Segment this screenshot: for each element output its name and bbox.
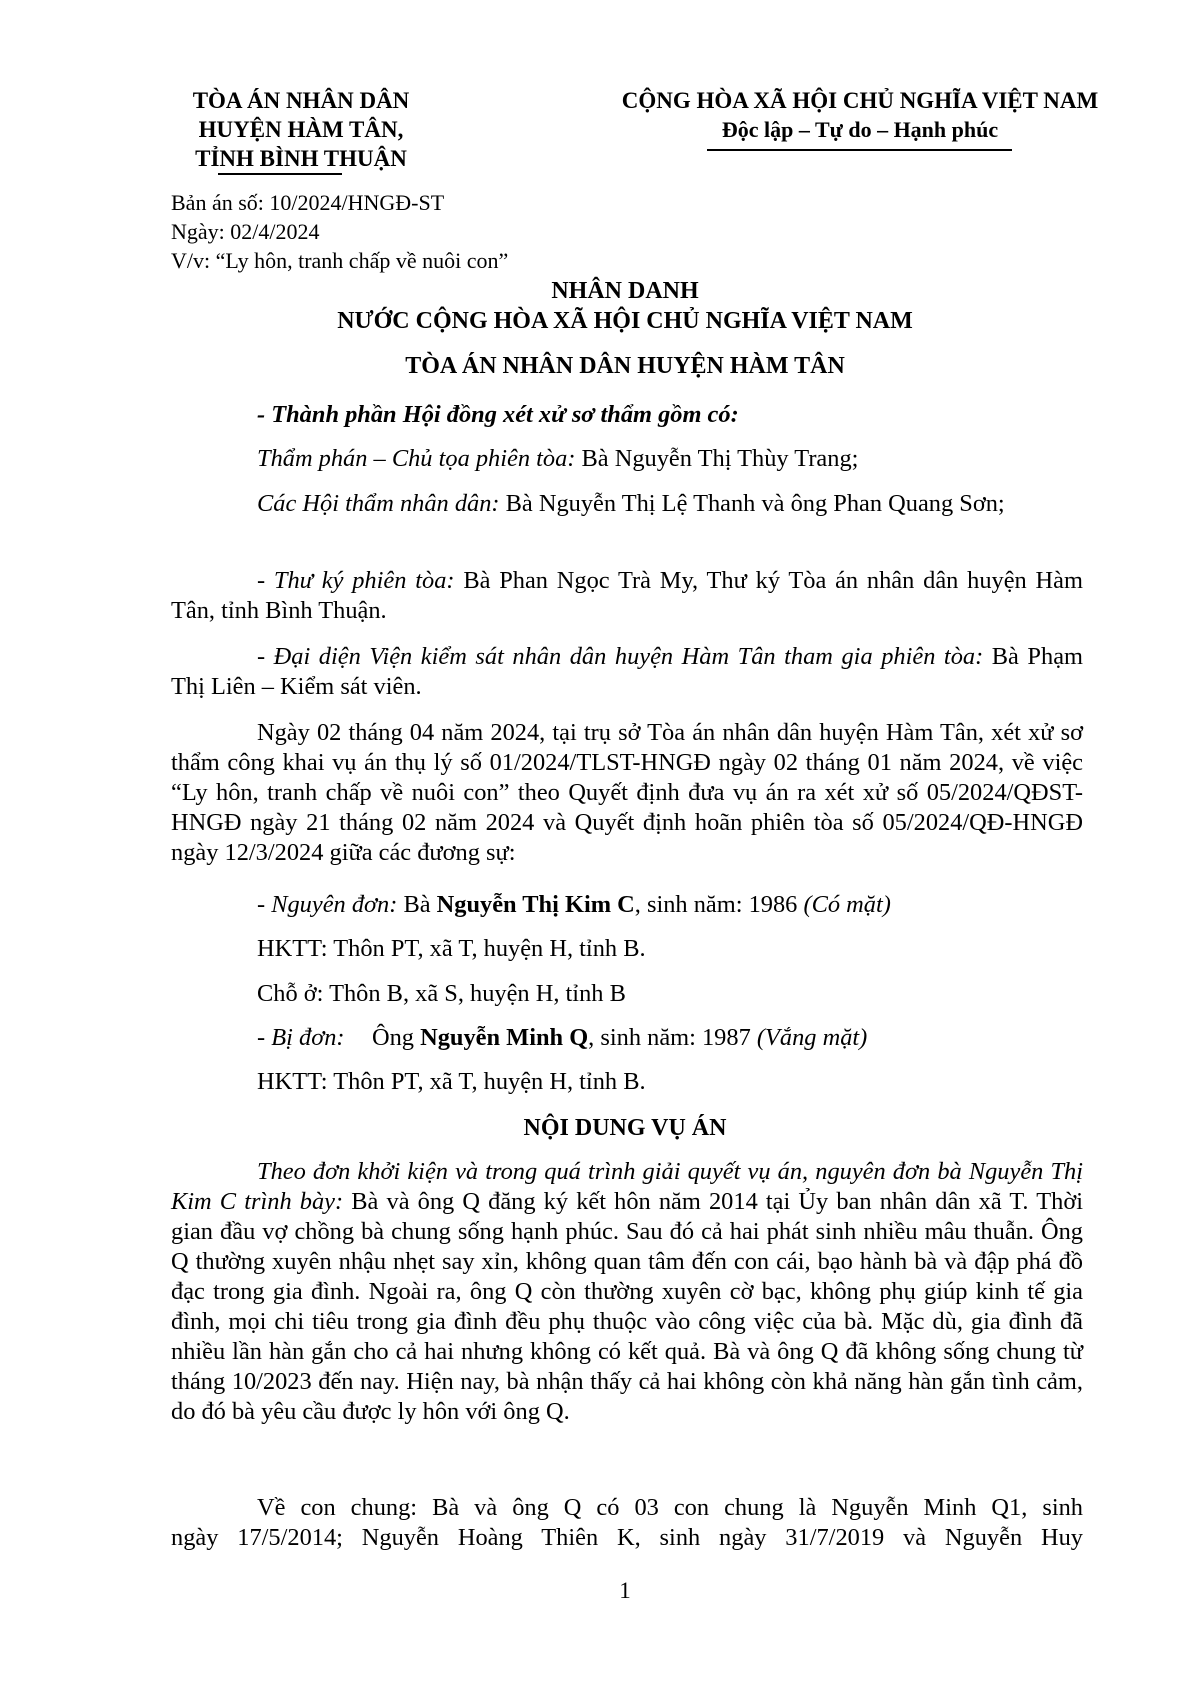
content-para1: Bà và ông Q đăng ký kết hôn năm 2014 tại Ủy ban nhân dân xã T. Thời gian đầu vợ chồng bà chung sống hạnh phúc. Sau đó cả hai phát sinh nhiều mâu thuẫn. Ông Q thường xuyên nhậu nhẹt say xỉn, không quan tâm đến con cái, bạo hành bà và đập phá đồ đạc trong gia đình. Ngoài ra, ông Q còn thường xuyên cờ bạc, không phụ giúp kinh tế gia đình, mọi chi tiêu trong gia đình đều phụ thuộc vào công việc của bà. Mặc dù, gia đình đã nhiều lần hàn gắn cho cả hai nhưng không có kết quả. Bà và ông Q đã không sống chung từ tháng 10/2023 đến nay. Hiện nay, bà nhận thấy cả hai không còn khả năng hàn gắn tình cảm, do đó bà yêu cầu được ly hôn với ông Q. <box>171 1188 1083 1425</box>
page-number: 1 <box>619 1578 631 1603</box>
case-subject: V/v: “Ly hôn, tranh chấp về nuôi con” <box>171 248 509 273</box>
title-line-1: NHÂN DANH <box>551 278 699 304</box>
court-name-block <box>171 86 431 173</box>
content-heading: NỘI DUNG VỤ ÁN <box>523 1115 727 1141</box>
clerk-dash: - <box>257 567 274 594</box>
title-line-3: TÒA ÁN NHÂN DÂN HUYỆN HÀM TÂN <box>405 353 845 379</box>
panel-heading: - Thành phần Hội đồng xét xử sơ thẩm gồm có: <box>257 401 739 428</box>
case-info <box>171 188 508 275</box>
country-name: CỘNG HÒA XÃ HỘI CHỦ NGHĨA VIỆT NAM <box>621 88 1099 113</box>
judge-label: Thẩm phán – Chủ tọa phiên tòa: <box>257 445 576 472</box>
plaintiff-residence: Chỗ ở: Thôn B, xã S, huyện H, tỉnh B <box>257 980 626 1007</box>
case-number: Bản án số: 10/2024/HNGĐ-ST <box>171 190 445 215</box>
clerk-paragraph <box>171 566 1083 626</box>
plaintiff-line <box>257 890 891 920</box>
defendant-label: - Bị đơn: <box>257 1024 345 1051</box>
court-district-line: HUYỆN HÀM TÂN, <box>198 117 404 142</box>
defendant-name: Nguyễn Minh Q <box>420 1024 589 1051</box>
content-paragraph-2-line-1 <box>171 1493 1083 1523</box>
motto: Độc lập – Tự do – Hạnh phúc <box>721 117 999 142</box>
motto-underline <box>707 149 1012 151</box>
judge-line <box>257 444 858 474</box>
plaintiff-born: , sinh năm: 1986 <box>634 891 804 918</box>
case-date: Ngày: 02/4/2024 <box>171 219 320 244</box>
content-intro: Theo đơn khởi kiện và trong quá trình giải quyết vụ án, nguyên đơn bà Nguyễn Thị Kim C trình bày: <box>171 1158 1083 1215</box>
judge-name: Bà Nguyễn Thị Thùy Trang; <box>575 445 859 472</box>
court-province-line: TỈNH BÌNH THUẬN <box>195 146 407 171</box>
plaintiff-hktt: HKTT: Thôn PT, xã T, huyện H, tỉnh B. <box>257 935 646 962</box>
title-block <box>0 276 1190 381</box>
plaintiff-label: - Nguyên đơn: <box>257 891 398 918</box>
title-line-2: NƯỚC CỘNG HÒA XÃ HỘI CHỦ NGHĨA VIỆT NAM <box>337 308 913 334</box>
defendant-status: (Vắng mặt) <box>756 1024 868 1051</box>
hearing-text: Ngày 02 tháng 04 năm 2024, tại trụ sở Tòa án nhân dân huyện Hàm Tân, xét xử sơ thẩm công khai vụ án thụ lý số 01/2024/TLST-HNGĐ ngày 02 tháng 01 năm 2024, về việc “Ly hôn, tranh chấp về nuôi con” theo Quyết định đưa vụ án ra xét xử số 05/2024/QĐST-HNGĐ ngày 21 tháng 02 năm 2024 và Quyết định hoãn phiên tòa số 05/2024/QĐ-HNGĐ ngày 12/3/2024 giữa các đương sự: <box>171 719 1083 866</box>
content-paragraph-1 <box>171 1157 1083 1427</box>
plaintiff-status: (Có mặt) <box>803 891 891 918</box>
court-name-line: TÒA ÁN NHÂN DÂN <box>192 88 410 113</box>
hearing-paragraph <box>171 718 1083 868</box>
plaintiff-title: Bà <box>397 891 437 918</box>
jurors-label: Các Hội thẩm nhân dân: <box>257 490 500 517</box>
defendant-title: Ông <box>372 1024 421 1051</box>
clerk-text: Bà Phan Ngọc Trà My, Thư ký Tòa án nhân dân huyện Hàm Tân, tỉnh Bình Thuận. <box>171 567 1083 624</box>
clerk-label: Thư ký phiên tòa: <box>273 567 455 594</box>
jurors-paragraph <box>171 489 1083 519</box>
prosecutor-paragraph <box>171 642 1083 702</box>
content-para2-text-1: Về con chung: Bà và ông Q có 03 con chung là Nguyễn Minh Q1, sinh <box>257 1494 1083 1521</box>
prosecutor-label: - Đại diện Viện kiểm sát nhân dân huyện Hàm Tân tham gia phiên tòa: <box>257 643 984 670</box>
defendant-line <box>257 1023 867 1053</box>
national-motto-block <box>585 86 1135 144</box>
content-paragraph-2-line-2: ngày 17/5/2014; Nguyễn Hoàng Thiên K, sinh ngày 31/7/2019 và Nguyễn Huy <box>171 1524 1083 1551</box>
prosecutor-text: Bà Phạm Thị Liên – Kiểm sát viên. <box>171 643 1083 700</box>
jurors-text: Bà Nguyễn Thị Lệ Thanh và ông Phan Quang Sơn; <box>499 490 1005 517</box>
court-underline <box>218 173 342 175</box>
plaintiff-name: Nguyễn Thị Kim C <box>436 891 635 918</box>
defendant-born: , sinh năm: 1987 <box>588 1024 757 1051</box>
defendant-hktt: HKTT: Thôn PT, xã T, huyện H, tỉnh B. <box>257 1068 646 1095</box>
